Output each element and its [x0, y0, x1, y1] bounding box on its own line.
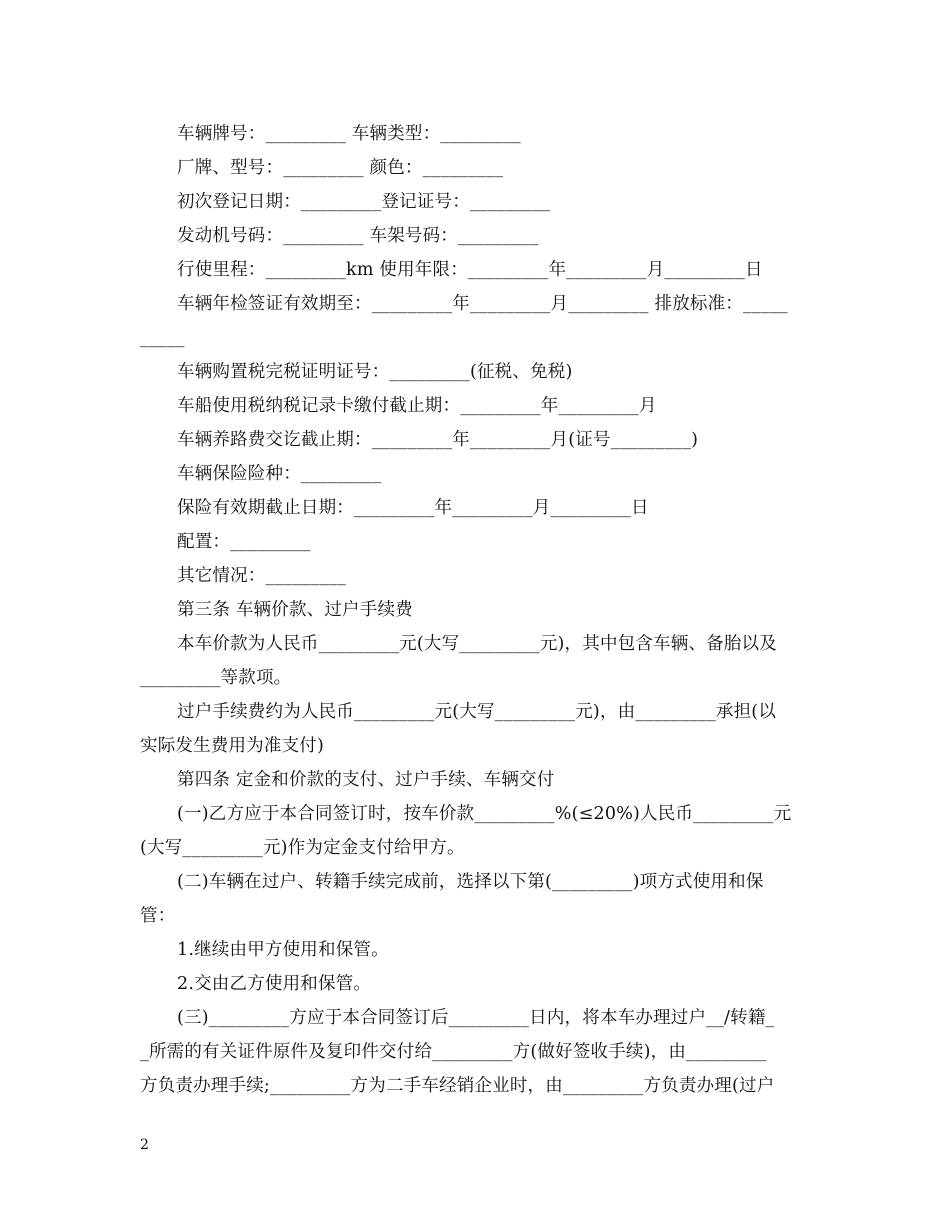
document-line: 2.交由乙方使用和保管。 [177, 974, 372, 994]
document-line: 初次登记日期：_________登记证号：_________ [177, 192, 551, 212]
document-line: 第四条 定金和价款的支付、过户手续、车辆交付 [177, 770, 555, 790]
document-line: (大写_________元)作为定金支付给甲方。 [140, 838, 465, 858]
document-body [140, 117, 816, 1103]
document-line: 车辆保险险种：_________ [177, 464, 382, 484]
document-line: 管： [140, 906, 176, 926]
document-line: 1.继续由甲方使用和保管。 [177, 940, 389, 960]
document-line: 发动机号码：_________ 车架号码：_________ [177, 226, 539, 246]
document-line: 车辆牌号：_________ 车辆类型：_________ [177, 124, 521, 144]
document-line: 其它情况：_________ [177, 566, 347, 586]
document-line: 方负责办理手续;_________方为二手车经销企业时，由_________方负责办理(过户 [140, 1076, 775, 1096]
document-line: 车辆年检签证有效期至：_________年_________月_________ 排放标准：_____ [177, 294, 788, 314]
document-line: 实际发生费用为准支付) [140, 736, 325, 756]
document-line: _____ [140, 328, 185, 348]
document-line: (二)车辆在过户、转籍手续完成前，选择以下第(_________)项方式使用和保 [177, 872, 764, 892]
document-line: 过户手续费约为人民币_________元(大写_________元)，由_________承担(以 [177, 702, 777, 722]
document-line: 车船使用税纳税记录卡缴付截止期：_________年_________月 [177, 396, 657, 416]
document-line: 车辆购置税完税证明证号：_________(征税、免税) [177, 362, 573, 382]
document-line: (三)_________方应于本合同签订后_________日内，将本车办理过户__/转籍_ [177, 1008, 775, 1028]
document-line: 本车价款为人民币_________元(大写_________元)，其中包含车辆、备胎以及 [177, 634, 777, 654]
document-line: (一)乙方应于本合同签订时，按车价款_________%(≤20%)人民币_________元 [177, 804, 792, 824]
document-line: 厂牌、型号：_________ 颜色：_________ [177, 158, 504, 178]
document-line: 配置：_________ [177, 532, 311, 552]
document-line: 第三条 车辆价款、过户手续费 [177, 600, 413, 620]
document-line: _所需的有关证件原件及复印件交付给_________方(做好签收手续)，由_________ [140, 1042, 767, 1062]
document-line: 车辆养路费交讫截止期：_________年_________月(证号_________) [177, 430, 699, 450]
page-number: 2 [140, 1137, 149, 1153]
document-line: _________等款项。 [140, 668, 292, 688]
document-line: 行使里程：_________km 使用年限：_________年_________月_________日 [177, 260, 763, 280]
document-line: 保险有效期截止日期：_________年_________月_________日 [177, 498, 649, 518]
